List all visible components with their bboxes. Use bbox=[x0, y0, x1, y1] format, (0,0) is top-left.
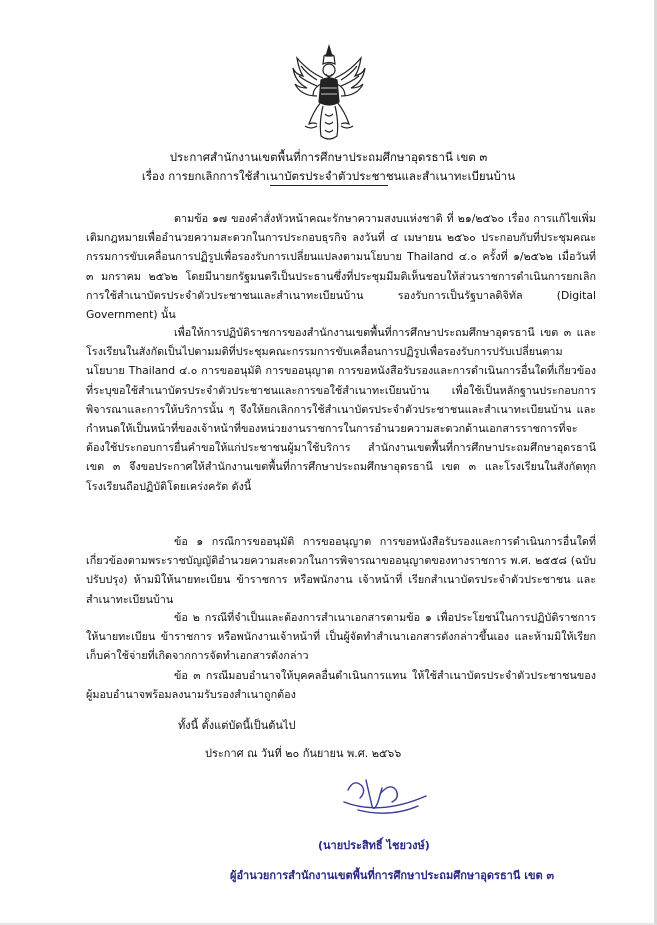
clause-2: ข้อ ๒ กรณีที่จำเป็นและต้องการสำเนาเอกสารตามข้อ ๑ เพื่อประโยชน์ในการปฏิบัติราชการให้นายทะเบียน ข้าราชการ หรือพนักงานเจ้าหน้าที่ เป็นผู้จัดทำสำเนาเอกสารดังกล่าวขึ้นเอง และห้ามมิให้เรียกเก็บค่าใช้จ่ายที่เกิดจากการจัดทำเอกสารดังกล่าว bbox=[86, 611, 596, 663]
signature-image bbox=[340, 772, 430, 818]
signer-title: ผู้อำนวยการสำนักงานเขตพื้นที่การศึกษาประถมศึกษาอุดรธานี เขต ๓ bbox=[230, 869, 554, 882]
announcement-date: ประกาศ ณ วันที่ ๒๐ กันยายน พ.ศ. ๒๕๖๖ bbox=[205, 747, 402, 760]
paragraph-1: ตามข้อ ๑๗ ของคำสั่งหัวหน้าคณะรักษาความสงบแห่งชาติ ที่ ๒๑/๒๕๖๐ เรื่อง การแก้ไขเพิ่มเติมกฎหมายเพื่ออำนวยความสะดวกในการประกอบธุรกิจ ลงวันที่ ๔ เมษายน ๒๕๖๐ ประกอบกับที่ประชุมคณะกรรมการขับเคลื่อนการปฏิรูปเพื่อรองรับการเปลี่ยนแปลงตามนโยบาย Thailand ๔.๐ ครั้งที่ ๑/๒๕๖๒ เมื่อวันที่ ๓ มกราคม ๒๕๖๒ โดยมีนายกรัฐมนตรีเป็นประธานซึ่งที่ประชุมมีมติเห็นชอบให้ส่วนราชการดำเนินการยกเลิกการใช้สำเนาบัตรประจำตัวประชาชนและสำเนาทะเบียนบ้าน รองรับการเป็นรัฐบาลดิจิทัล (Digital Government) นั้น bbox=[86, 212, 596, 322]
document-heading: ประกาศสำนักงานเขตพื้นที่การศึกษาประถมศึกษาอุดรธานี เขต ๓ bbox=[169, 150, 488, 164]
paragraph-2: เพื่อให้การปฏิบัติราชการของสำนักงานเขตพื้นที่การศึกษาประถมศึกษาอุดรธานี เขต ๓ และโรงเรียนในสังกัดเป็นไปตามมติที่ประชุมคณะกรรมการขับเคลื่อนการปฏิรูปเพื่อรองรับการปรับเปลี่ยนตามนโยบาย Thailand ๔.๐ การขออนุมัติ การขออนุญาต การขอหนังสือรับรองและการดำเนินการอื่นใดที่เกี่ยวข้อง ที่ระบุขอใช้สำเนาบัตรประจำตัวประชาชนและการขอใช้สำเนาทะเบียนบ้าน เพื่อใช้เป็นหลักฐานประกอบการพิจารณาและการให้บริการนั้น ๆ จึงให้ยกเลิกการใช้สำเนาบัตรประจำตัวประชาชนและสำเนาทะเบียนบ้าน และกำหนดให้เป็นหน้าที่ของเจ้าหน้าที่ของหน่วยงานราชการในการอำนวยความสะดวกด้านเอกสารราชการที่จะต้องใช้ประกอบการยื่นคำขอให้แก่ประชาชนผู้มาใช้บริการ สำนักงานเขตพื้นที่การศึกษาประถมศึกษาอุดรธานี เขต ๓ จึงขอประกาศให้สำนักงานเขตพื้นที่การศึกษาประถมศึกษาอุดรธานี เขต ๓ และโรงเรียนในสังกัดทุกโรงเรียนถือปฏิบัติโดยเคร่งครัด ดังนี้ bbox=[86, 326, 596, 493]
title-divider bbox=[270, 185, 388, 186]
effective-statement: ทั้งนี้ ตั้งแต่บัดนี้เป็นต้นไป bbox=[178, 719, 296, 732]
clause-1: ข้อ ๑ กรณีการขออนุมัติ การขออนุญาต การขอหนังสือรับรองและการดำเนินการอื่นใดที่เกี่ยวข้องตามพระราชบัญญัติอำนวยความสะดวกในการพิจารณาขออนุญาตของทางราชการ พ.ศ. ๒๕๕๘ (ฉบับปรับปรุง) ห้ามมิให้นายทะเบียน ข้าราชการ หรือพนักงาน เจ้าหน้าที่ เรียกสำเนาบัตรประจำตัวประชาชน และสำเนาทะเบียนบ้าน bbox=[86, 535, 596, 606]
garuda-emblem-icon bbox=[291, 44, 367, 142]
document-title-block bbox=[0, 148, 657, 186]
document-subject: เรื่อง การยกเลิกการใช้สำเนาบัตรประจำตัวประชาชนและสำเนาทะเบียนบ้าน bbox=[141, 169, 516, 183]
clause-3: ข้อ ๓ กรณีมอบอำนาจให้บุคคลอื่นดำเนินการแทน ให้ใช้สำเนาบัตรประจำตัวประชาชนของผู้มอบอำนาจพร้อมลงนามรับรองสำเนาถูกต้อง bbox=[86, 669, 596, 702]
signer-name: (นายประสิทธิ์ ไชยวงษ์) bbox=[318, 839, 430, 852]
